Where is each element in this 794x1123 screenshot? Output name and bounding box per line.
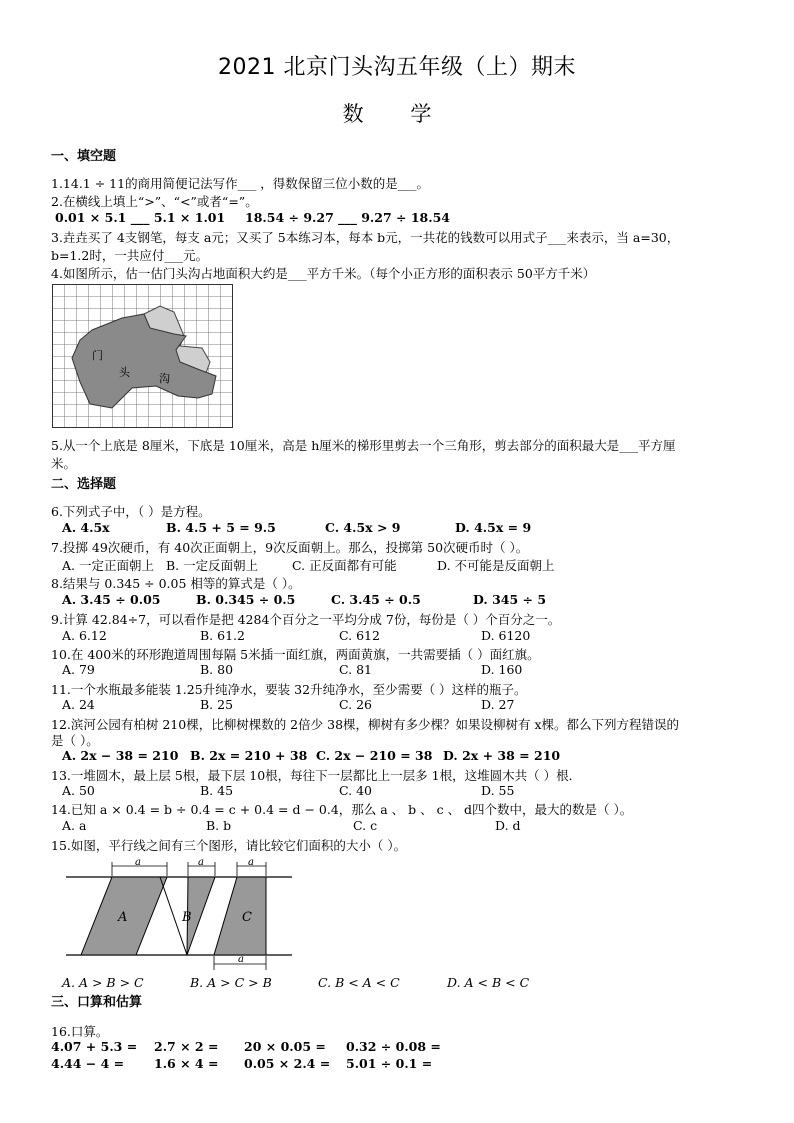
question-2a: 0.01 × 5.1 ___ 5.1 × 1.01 [55,210,226,225]
fig15-label-A: A [118,910,128,925]
question-5a: 5.从一个上底是 8厘米，下底是 10厘米，高是 h厘米的梯形里剪去一个三角形，剪去部分的面积最大是___平方厘 [51,438,676,453]
q13-option-c: C. 40 [339,783,372,798]
q10-option-d: D. 160 [481,662,523,677]
calc-r1-4: 0.32 ÷ 0.08 = [346,1039,441,1054]
q11-option-c: C. 26 [339,697,372,712]
section-multiple-choice: 二、选择题 [51,477,117,492]
q15-option-b: B. A > C > B [190,975,272,990]
q15-option-a: A. A > B > C [62,975,144,990]
q9-option-b: B. 61.2 [200,628,245,643]
q13-option-d: D. 55 [481,783,515,798]
map-label-1: 门 [92,349,103,362]
q6-option-a: A. 4.5x [62,520,110,535]
question-16: 16.口算。 [51,1024,109,1039]
calc-r1-3: 20 × 0.05 = [244,1039,326,1054]
calc-r2-2: 1.6 × 4 = [154,1056,219,1071]
fig15-label-C: C [242,910,252,925]
q15-option-c: C. B < A < C [318,975,400,990]
q13-option-b: B. 45 [200,783,234,798]
page-title: 2021 北京门头沟五年级（上）期末 [218,55,576,80]
q9-option-d: D. 6120 [481,628,531,643]
calc-r1-1: 4.07 + 5.3 = [51,1039,138,1054]
question-11: 11.一个水瓶最多能装 1.25升纯净水，要装 32升纯净水，至少需要（ ）这样的瓶子。 [51,682,527,697]
q6-option-b: B. 4.5 + 5 = 9.5 [166,520,276,535]
q6-option-d: D. 4.5x = 9 [455,520,532,535]
q8-option-c: C. 3.45 ÷ 0.5 [331,592,421,607]
q8-option-a: A. 3.45 ÷ 0.05 [62,592,161,607]
section-mental-math: 三、口算和估算 [51,995,143,1010]
question-2b: 18.54 ÷ 9.27 ___ 9.27 ÷ 18.54 [245,210,450,225]
calc-r2-4: 5.01 ÷ 0.1 = [346,1056,433,1071]
q12-option-d: D. 2x + 38 = 210 [443,748,561,763]
fig15-label-a2: a [198,857,204,868]
fig15-label-a1: a [135,857,141,868]
question-8: 8.结果与 0.345 ÷ 0.05 相等的算式是（ ）。 [51,576,301,591]
calc-r2-3: 0.05 × 2.4 = [244,1056,331,1071]
map-label-2: 头 [119,366,130,379]
map-label-3: 沟 [159,372,170,385]
subject-title: 数 学 [342,102,452,126]
q7-option-b: B. 一定反面朝上 [166,558,259,573]
q7-option-d: D. 不可能是反面朝上 [437,558,555,573]
question-4: 4.如图所示，估一估门头沟占地面积大约是___平方千米。（每个小正方形的面积表示 50平方千米） [51,266,596,281]
q15-option-d: D. A < B < C [447,975,530,990]
q9-option-a: A. 6.12 [62,628,107,643]
q9-option-c: C. 612 [339,628,380,643]
question-15: 15.如图，平行线之间有三个图形，请比较它们面积的大小（ ）。 [51,838,407,853]
q10-option-b: B. 80 [200,662,234,677]
q6-option-c: C. 4.5x > 9 [325,520,401,535]
q7-option-a: A. 一定正面朝上 [62,558,154,573]
question-2: 2.在横线上填上“>”、“<”或者“=”。 [51,194,258,209]
q10-option-a: A. 79 [62,662,95,677]
q12-option-c: C. 2x − 210 = 38 [316,748,433,763]
question-6: 6.下列式子中，（ ）是方程。 [51,504,211,519]
parallel-figure [62,856,294,974]
question-9: 9.计算 42.84÷7，可以看作是把 4284个百分之一平均分成 7份，每份是（ ）个百分之一。 [51,612,561,627]
question-12b: 是（ ）。 [51,733,99,748]
q12-option-a: A. 2x − 38 = 210 [62,748,179,763]
question-5b: 米。 [51,456,77,471]
fig15-label-a4: a [238,954,244,965]
q8-option-b: B. 0.345 ÷ 0.5 [196,592,296,607]
q10-option-c: C. 81 [339,662,372,677]
question-3b: b=1.2时，一共应付___元。 [51,248,209,263]
question-14: 14.已知 a × 0.4 = b ÷ 0.4 = c + 0.4 = d − 0.4，那么 a 、 b 、 c 、 d四个数中，最大的数是（ ）。 [51,802,633,817]
q14-option-c: C. c [353,818,378,833]
q8-option-d: D. 345 ÷ 5 [473,592,547,607]
fig15-label-a3: a [248,857,254,868]
calc-r2-1: 4.44 − 4 = [51,1056,125,1071]
map-figure [52,284,233,428]
q11-option-a: A. 24 [62,697,95,712]
question-1: 1.14.1 ÷ 11的商用简便记法写作___ ，得数保留三位小数的是___。 [51,176,430,191]
fig15-label-B: B [182,910,192,925]
q11-option-d: D. 27 [481,697,515,712]
q7-option-c: C. 正反面都有可能 [292,558,397,573]
question-3a: 3.垚垚买了 4支钢笔，每支 a元；又买了 5本练习本，每本 b元，一共花的钱数可以用式子___来表示，当 a=30， [51,230,680,245]
q13-option-a: A. 50 [62,783,95,798]
section-fill-blank: 一、填空题 [51,149,117,164]
q14-option-b: B. b [206,818,232,833]
question-7: 7.投掷 49次硬币，有 40次正面朝上，9次反面朝上。那么，投掷第 50次硬币时（ ）。 [51,540,529,555]
q14-option-d: D. d [495,818,521,833]
calc-r1-2: 2.7 × 2 = [154,1039,219,1054]
q12-option-b: B. 2x = 210 + 38 [190,748,308,763]
question-13: 13.一堆圆木，最上层 5根，最下层 10根，每往下一层都比上一层多 1根，这堆圆木共（ ）根． [51,768,582,783]
question-12a: 12.滨河公园有柏树 210棵，比柳树棵数的 2倍少 38棵，柳树有多少棵？如果设柳树有 x棵。都么下列方程错误的 [51,717,680,732]
q11-option-b: B. 25 [200,697,234,712]
q14-option-a: A. a [62,818,87,833]
question-10: 10.在 400米的环形跑道周围每隔 5米插一面红旗，两面黄旗，一共需要插（ ）面红旗。 [51,647,540,662]
